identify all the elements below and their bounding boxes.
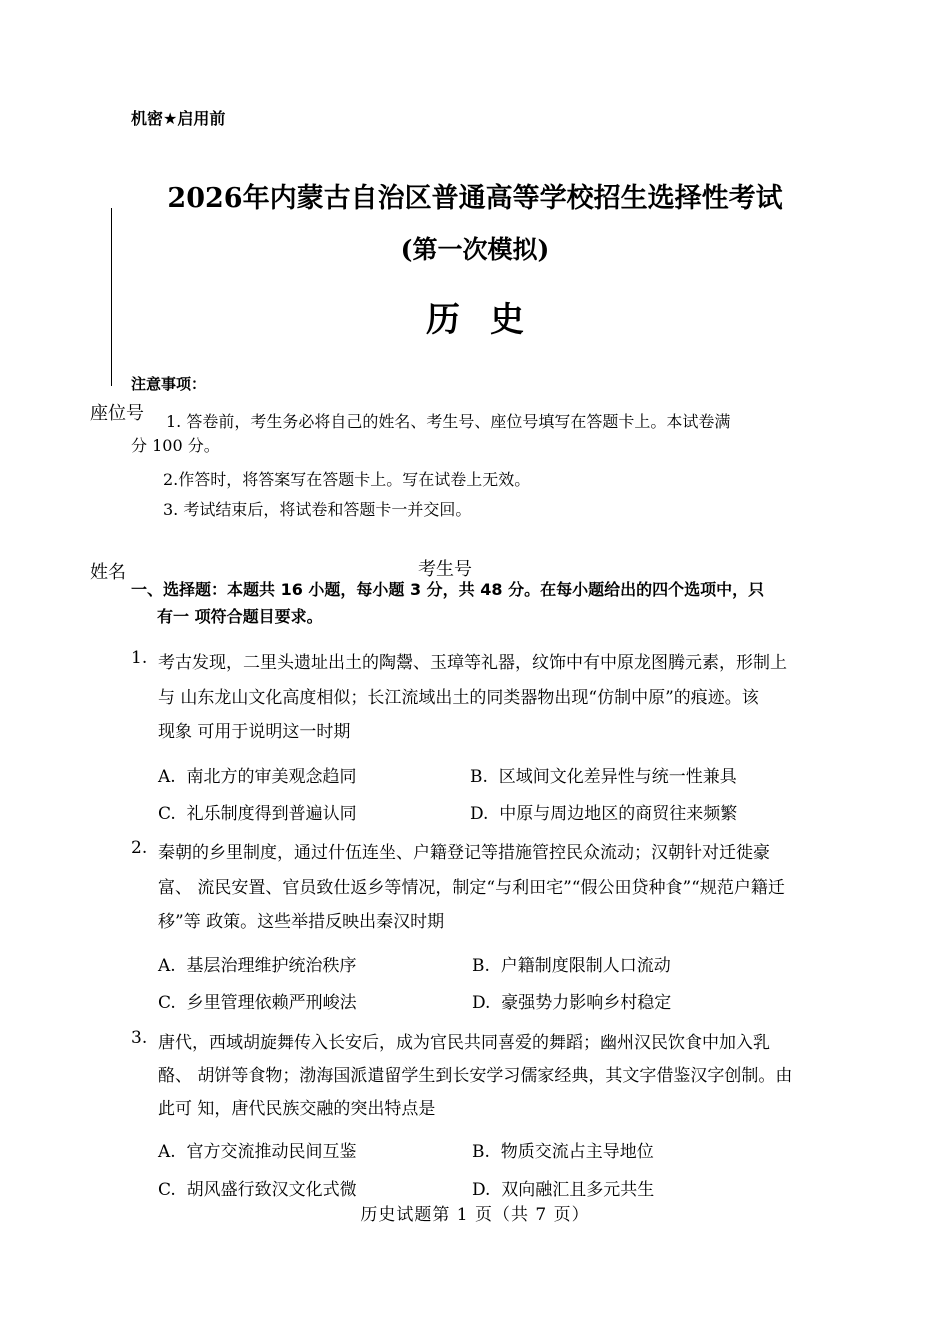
- question-text: 唐代，西域胡旋舞传入长安后，成为官民共同喜爱的舞蹈；幽州汉民饮食中加入乳: [158, 1033, 770, 1053]
- question-number: 2.: [131, 838, 148, 858]
- option-text: 豪强势力影响乡村稳定: [501, 993, 672, 1013]
- option-letter: A.: [158, 1142, 176, 1162]
- option-b: [472, 951, 671, 976]
- option-b: [472, 1137, 654, 1162]
- option-letter: D.: [472, 1180, 491, 1200]
- note-item: 2.作答时，将答案写在答题卡上。写在试卷上无效。: [163, 470, 531, 489]
- exam-title: 2026年内蒙古自治区普通高等学校招生选择性考试: [167, 183, 783, 214]
- option-letter: C.: [158, 993, 176, 1013]
- exam-id-label: 考生号: [418, 559, 472, 580]
- question-text: 考古发现，二里头遗址出土的陶鬶、玉璋等礼器，纹饰中有中原龙图腾元素，形制上: [158, 653, 787, 673]
- option-text: 双向融汇且多元共生: [501, 1180, 655, 1200]
- question-text: 此可 知，唐代民族交融的突出特点是: [158, 1099, 436, 1119]
- option-text: 官方交流推动民间互鉴: [186, 1142, 357, 1162]
- option-text: 中原与周边地区的商贸往来频繁: [499, 804, 738, 824]
- option-b: [470, 762, 737, 787]
- option-text: 乡里管理依赖严刑峻法: [186, 993, 357, 1013]
- section-heading-cont: 有一 项符合题目要求。: [157, 607, 323, 626]
- option-d: [472, 988, 671, 1013]
- option-letter: D.: [472, 993, 491, 1013]
- option-text: 礼乐制度得到普遍认同: [186, 804, 357, 824]
- option-text: 物质交流占主导地位: [500, 1142, 654, 1162]
- option-text: 南北方的审美观念趋同: [186, 767, 357, 787]
- option-text: 户籍制度限制人口流动: [500, 956, 671, 976]
- question-number: 1.: [131, 648, 148, 668]
- question-text: 与 山东龙山文化高度相似；长江流域出土的同类器物出现“仿制中原”的痕迹。该: [158, 688, 759, 708]
- notes-heading: 注意事项：: [131, 375, 207, 393]
- option-letter: A.: [158, 767, 176, 787]
- option-letter: B.: [470, 767, 488, 787]
- option-letter: C.: [158, 1180, 176, 1200]
- option-c: [158, 1175, 357, 1200]
- binding-margin-line: [111, 208, 112, 386]
- option-a: [158, 762, 357, 787]
- question-text: 现象 可用于说明这一时期: [158, 722, 351, 742]
- option-c: [158, 988, 357, 1013]
- option-d: [470, 799, 737, 824]
- option-a: [158, 951, 357, 976]
- confidential-mark: 机密★启用前: [131, 109, 226, 128]
- subject-title: 历史: [426, 300, 554, 340]
- option-letter: A.: [158, 956, 176, 976]
- option-letter: D.: [470, 804, 489, 824]
- option-c: [158, 799, 357, 824]
- exam-subtitle: (第一次模拟): [400, 235, 550, 264]
- section-heading: 一、选择题：本题共 16 小题，每小题 3 分，共 48 分。在每小题给出的四个选项中，只: [131, 580, 765, 599]
- note-item: 3. 考试结束后，将试卷和答题卡一并交回。: [163, 500, 472, 519]
- page-footer: 历史试题第 1 页（共 7 页）: [360, 1205, 590, 1225]
- option-letter: B.: [472, 1142, 490, 1162]
- option-letter: C.: [158, 804, 176, 824]
- question-text: 秦朝的乡里制度，通过什伍连坐、户籍登记等措施管控民众流动；汉朝针对迁徙豪: [158, 843, 770, 863]
- note-item: 1. 答卷前，考生务必将自己的姓名、考生号、座位号填写在答题卡上。本试卷满: [166, 412, 731, 431]
- note-item: 分 100 分。: [131, 436, 220, 455]
- seat-number-label: 座位号: [90, 403, 144, 424]
- option-text: 胡风盛行致汉文化式微: [186, 1180, 357, 1200]
- question-number: 3.: [131, 1028, 148, 1048]
- option-a: [158, 1137, 357, 1162]
- option-text: 区域间文化差异性与统一性兼具: [498, 767, 737, 787]
- option-text: 基层治理维护统治秩序: [186, 956, 357, 976]
- question-text: 移”等 政策。这些举措反映出秦汉时期: [158, 912, 445, 932]
- question-text: 酪、 胡饼等食物；渤海国派遣留学生到长安学习儒家经典，其文字借鉴汉字创制。由: [158, 1066, 793, 1086]
- option-letter: B.: [472, 956, 490, 976]
- name-label: 姓名: [90, 562, 126, 583]
- question-text: 富、 流民安置、官员致仕返乡等情况，制定“与利田宅”“假公田贷种食”“规范户籍迁: [158, 878, 785, 898]
- option-d: [472, 1175, 654, 1200]
